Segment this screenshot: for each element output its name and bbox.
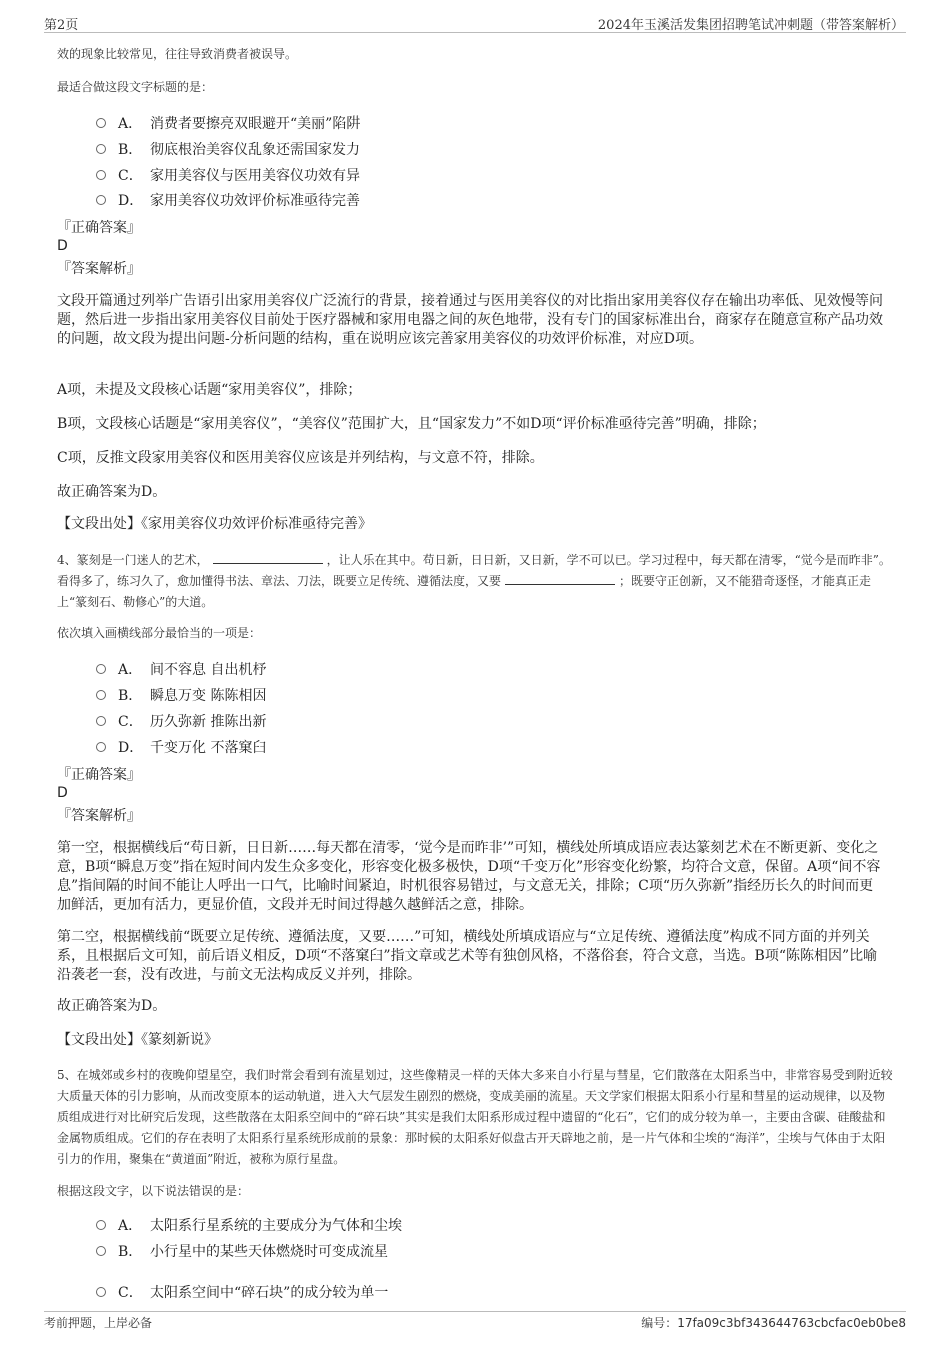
fill-blank[interactable] (213, 551, 323, 564)
header-divider (44, 32, 906, 33)
q4-answer-label: 『正确答案』 (57, 767, 141, 783)
radio-icon[interactable] (96, 1220, 106, 1230)
q3-analysis-paragraph: C项，反推文段家用美容仪和医用美容仪应该是并列结构，与文意不符，排除。 (57, 450, 544, 466)
q5-option-b[interactable]: B． 小行星中的某些天体燃烧时可变成流星 (96, 1242, 388, 1262)
document-id: 编号：17fa09c3bf343644763cbcfac0eb0be8 (641, 1316, 906, 1330)
q3-option-c[interactable]: C． 家用美容仪与医用美容仪功效有异 (96, 166, 360, 186)
q5-option-c[interactable]: C． 太阳系空间中“碎石块”的成分较为单一 (96, 1283, 388, 1303)
radio-icon[interactable] (96, 170, 106, 180)
q3-conclusion: 故正确答案为D。 (57, 484, 167, 500)
document-title: 2024年玉溪活发集团招聘笔试冲刺题（带答案解析） (597, 18, 904, 33)
radio-icon[interactable] (96, 1287, 106, 1297)
q3-analysis-paragraph: B项，文段核心话题是“家用美容仪”，“美容仪”范围扩大，且“国家发力”不如D项“评价标准亟待完善”明确，排除； (57, 416, 766, 432)
q4-option-b[interactable]: B． 瞬息万变 陈陈相因 (96, 686, 266, 706)
q3-option-d[interactable]: D． 家用美容仪功效评价标准亟待完善 (96, 191, 360, 211)
q4-analysis-label: 『答案解析』 (57, 808, 141, 824)
fill-blank[interactable] (505, 572, 615, 585)
q3-text-tail: 效的现象比较常见，往往导致消费者被误导。 (57, 47, 298, 61)
q3-analysis-paragraph: A项，未提及文段核心话题“家用美容仪”，排除； (57, 382, 362, 398)
q4-prompt: 依次填入画横线部分最恰当的一项是： (57, 626, 262, 640)
footer-divider (44, 1311, 906, 1312)
q4-option-c[interactable]: C． 历久弥新 推陈出新 (96, 712, 266, 732)
radio-icon[interactable] (96, 1246, 106, 1256)
q4-option-a[interactable]: A． 间不容息 自出机杼 (96, 660, 266, 680)
q3-source: 【文段出处】《家用美容仪功效评价标准亟待完善》 (57, 516, 372, 532)
q5-prompt: 根据这段文字，以下说法错误的是： (57, 1184, 250, 1198)
q4-source: 【文段出处】《篆刻新说》 (57, 1032, 218, 1048)
radio-icon[interactable] (96, 716, 106, 726)
q4-analysis-paragraph: 第二空，根据横线前“既要立足传统、遵循法度，又要……”可知，横线处所填成语应与“立足传统、遵循法度”构成不同方面的并列关系，且根据后文可知，前后语义相反，D项“不落窠臼”指文章或艺术等有独创风格，不落俗套，符合文意，当选。B项“陈陈相因”比喻沿袭老一套，没有改进，与前文无法构成反义并列，排除。 (57, 929, 878, 983)
q4-conclusion: 故正确答案为D。 (57, 998, 167, 1014)
radio-icon[interactable] (96, 195, 106, 205)
radio-icon[interactable] (96, 742, 106, 752)
q3-option-b[interactable]: B． 彻底根治美容仪乱象还需国家发力 (96, 140, 360, 160)
q5-option-a[interactable]: A． 太阳系行星系统的主要成分为气体和尘埃 (96, 1216, 402, 1236)
q3-analysis-paragraph: 文段开篇通过列举广告语引出家用美容仪广泛流行的背景，接着通过与医用美容仪的对比指出家用美容仪存在输出功率低、见效慢等问题，然后进一步指出家用美容仪目前处于医疗器械和家用电器之间的灰色地带，没有专门的国家标准出台，商家存在随意宣称产品功效的问题，故文段为提出问题-分析问题的结构，重在说明应该完善家用美容仪的功效评价标准，对应D项。 (57, 293, 883, 347)
q3-answer: D (57, 238, 68, 254)
q3-answer-label: 『正确答案』 (57, 220, 141, 236)
page-number: 第2页 (44, 18, 79, 33)
radio-icon[interactable] (96, 690, 106, 700)
q5-question-text: 5、在城郊或乡村的夜晚仰望星空，我们时常会看到有流星划过，这些像精灵一样的天体大多来自小行星与彗星，它们散落在太阳系当中，非常容易受到附近较大质量天体的引力影响，从而改变原本的运动轨道，进入大气层发生剧烈的燃烧，变成美丽的流星。天文学家们根据太阳系小行星和彗星的运动规律，以及物质组成进行对比研究后发现，这些散落在太阳系空间中的“碎石块”其实是我们太阳系形成过程中遗留的“化石”，它们的成分较为单一，主要由含碳、硅酸盐和金属物质组成。它们的存在表明了太阳系行星系统形成前的景象：那时候的太阳系好似盘古开天辟地之前，是一片气体和尘埃的“海洋”，尘埃与气体由于太阳引力的作用，聚集在“黄道面”附近，被称为原行星盘。 (57, 1068, 893, 1166)
radio-icon[interactable] (96, 144, 106, 154)
radio-icon[interactable] (96, 118, 106, 128)
footer-slogan: 考前押题，上岸必备 (44, 1316, 153, 1330)
radio-icon[interactable] (96, 664, 106, 674)
q3-prompt: 最适合做这段文字标题的是： (57, 80, 214, 94)
q3-analysis-label: 『答案解析』 (57, 261, 141, 277)
q4-question-text: 4、篆刻是一门迷人的艺术， ，让人乐在其中。苟日新，日日新，又日新，学不可以已。学习过程中，每天都在清零，“觉今是而昨非”。看得多了，练习久了，愈加懂得书法、章法、刀法，既要立足传统、遵循法度，又要 ；既要守正创新，又不能猎奇逐怪，才能真正走上“篆刻石、勒修心”的大道。 (57, 553, 891, 609)
q4-analysis-paragraph: 第一空，根据横线后“苟日新，日日新……每天都在清零，‘觉今是而昨非’”可知，横线处所填成语应表达篆刻艺术在不断更新、变化之意，B项“瞬息万变”指在短时间内发生众多变化，形容变化极多极快，D项“千变万化”形容变化纷繁，均符合文意，保留。A项“间不容息”指间隔的时间不能让人呼出一口气，比喻时间紧迫，时机很容易错过，与文意无关，排除；C项“历久弥新”指经历长久的时间而更加鲜活，更加有活力，更显价值，文段并无时间过得越久越鲜活之意，排除。 (57, 840, 881, 913)
q4-answer: D (57, 785, 68, 801)
q4-option-d[interactable]: D． 千变万化 不落窠臼 (96, 738, 266, 758)
q3-option-a[interactable]: A． 消费者要擦亮双眼避开“美丽”陷阱 (96, 114, 360, 134)
